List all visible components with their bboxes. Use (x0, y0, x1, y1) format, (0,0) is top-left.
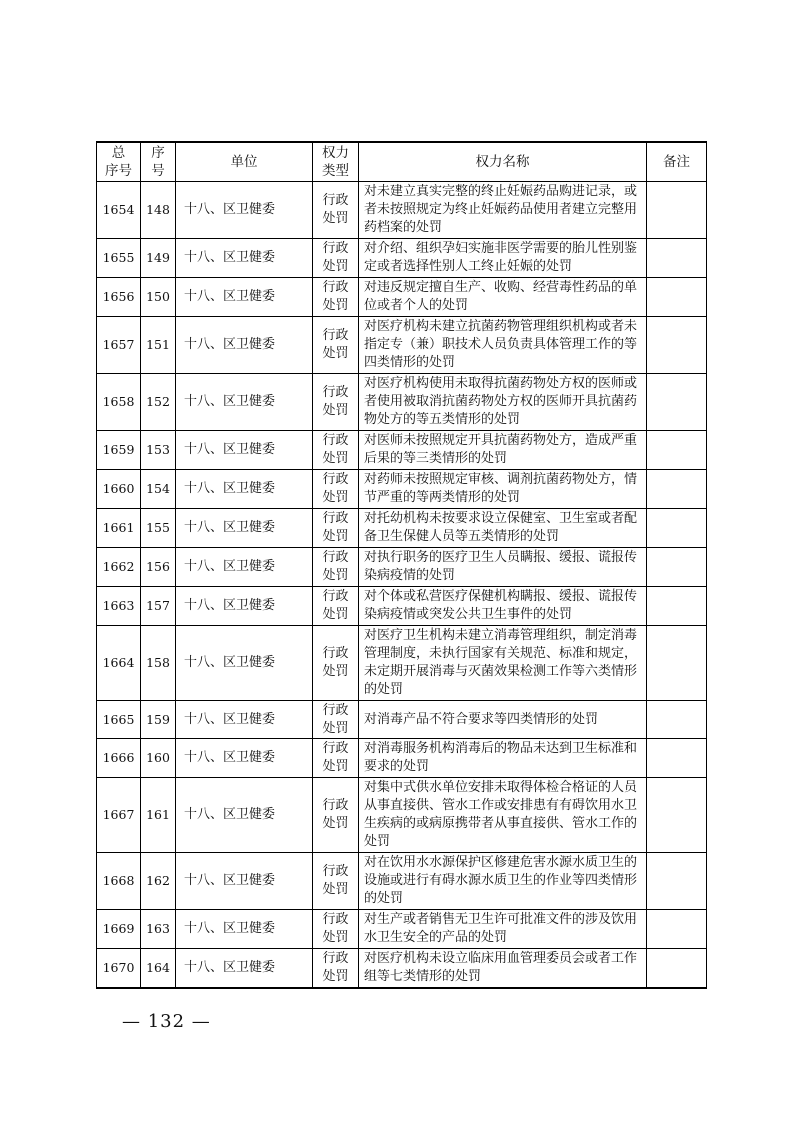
table-row (97, 182, 707, 239)
total-no-cell: 1666 (97, 739, 141, 778)
seq-no-cell: 157 (141, 587, 176, 626)
power-type-cell: 行政 处罚 (313, 587, 359, 626)
total-no-cell: 1654 (97, 182, 141, 239)
power-list-table (96, 141, 707, 989)
total-no-cell: 1667 (97, 778, 141, 853)
power-name-cell: 对集中式供水单位安排未取得体检合格证的人员从事直接供、管水工作或安排患有有碍饮用水卫生疾病的或病原携带者从事直接供、管水工作的处罚 (359, 778, 647, 853)
power-name-cell: 对消毒产品不符合要求等四类情形的处罚 (359, 701, 647, 739)
seq-no-cell: 152 (141, 374, 176, 431)
unit-cell: 十八、区卫健委 (176, 278, 313, 317)
page-number: — 132 — (122, 1011, 211, 1032)
power-type-cell: 行政 处罚 (313, 626, 359, 701)
note-cell (647, 239, 707, 278)
table-row (97, 548, 707, 587)
unit-cell: 十八、区卫健委 (176, 910, 313, 949)
note-cell (647, 853, 707, 910)
seq-no-cell: 150 (141, 278, 176, 317)
power-type-cell: 行政 处罚 (313, 548, 359, 587)
total-no-cell: 1661 (97, 509, 141, 548)
power-name-cell: 对生产或者销售无卫生许可批准文件的涉及饮用水卫生安全的产品的处罚 (359, 910, 647, 949)
unit-cell: 十八、区卫健委 (176, 701, 313, 739)
power-name-cell: 对未建立真实完整的终止妊娠药品购进记录，或者未按照规定为终止妊娠药品使用者建立完整用药档案的处罚 (359, 182, 647, 239)
power-type-cell: 行政 处罚 (313, 701, 359, 739)
table-row (97, 374, 707, 431)
note-cell (647, 470, 707, 509)
total-no-cell: 1659 (97, 431, 141, 470)
power-name-cell: 对在饮用水水源保护区修建危害水源水质卫生的设施或进行有碍水源水质卫生的作业等四类情形的处罚 (359, 853, 647, 910)
unit-cell: 十八、区卫健委 (176, 548, 313, 587)
power-type-cell: 行政 处罚 (313, 182, 359, 239)
power-name-cell: 对个体或私营医疗保健机构瞒报、缓报、谎报传染病疫情或突发公共卫生事件的处罚 (359, 587, 647, 626)
power-type-cell: 行政 处罚 (313, 853, 359, 910)
table-row (97, 239, 707, 278)
unit-cell: 十八、区卫健委 (176, 317, 313, 374)
power-type-cell: 行政 处罚 (313, 739, 359, 778)
power-name-cell: 对消毒服务机构消毒后的物品未达到卫生标准和要求的处罚 (359, 739, 647, 778)
power-type-cell: 行政 处罚 (313, 778, 359, 853)
table-row (97, 587, 707, 626)
note-cell (647, 701, 707, 739)
seq-no-cell: 156 (141, 548, 176, 587)
power-type-cell: 行政 处罚 (313, 431, 359, 470)
table-row (97, 431, 707, 470)
table-row (97, 853, 707, 910)
table-row (97, 910, 707, 949)
header-power-name: 权力名称 (359, 142, 647, 182)
note-cell (647, 626, 707, 701)
unit-cell: 十八、区卫健委 (176, 949, 313, 989)
power-name-cell: 对医疗机构使用未取得抗菌药物处方权的医师或者使用被取消抗菌药物处方权的医师开具抗菌药物处方的等五类情形的处罚 (359, 374, 647, 431)
total-no-cell: 1670 (97, 949, 141, 989)
note-cell (647, 739, 707, 778)
table-row (97, 778, 707, 853)
unit-cell: 十八、区卫健委 (176, 587, 313, 626)
power-type-cell: 行政 处罚 (313, 317, 359, 374)
table-body (97, 182, 707, 989)
note-cell (647, 778, 707, 853)
seq-no-cell: 162 (141, 853, 176, 910)
unit-cell: 十八、区卫健委 (176, 626, 313, 701)
power-name-cell: 对药师未按照规定审核、调剂抗菌药物处方，情节严重的等两类情形的处罚 (359, 470, 647, 509)
header-unit: 单位 (176, 142, 313, 182)
total-no-cell: 1669 (97, 910, 141, 949)
seq-no-cell: 158 (141, 626, 176, 701)
header-power-type: 权力 类型 (313, 142, 359, 182)
note-cell (647, 317, 707, 374)
power-type-cell: 行政 处罚 (313, 910, 359, 949)
header-note: 备注 (647, 142, 707, 182)
unit-cell: 十八、区卫健委 (176, 182, 313, 239)
note-cell (647, 509, 707, 548)
note-cell (647, 548, 707, 587)
unit-cell: 十八、区卫健委 (176, 239, 313, 278)
seq-no-cell: 148 (141, 182, 176, 239)
total-no-cell: 1657 (97, 317, 141, 374)
header-seq-no: 序 号 (141, 142, 176, 182)
table-row (97, 278, 707, 317)
power-name-cell: 对执行职务的医疗卫生人员瞒报、缓报、谎报传染病疫情的处罚 (359, 548, 647, 587)
power-name-cell: 对违反规定擅自生产、收购、经营毒性药品的单位或者个人的处罚 (359, 278, 647, 317)
total-no-cell: 1668 (97, 853, 141, 910)
power-name-cell: 对医疗卫生机构未建立消毒管理组织，制定消毒管理制度，未执行国家有关规范、标准和规定，未定期开展消毒与灭菌效果检测工作等六类情形的处罚 (359, 626, 647, 701)
unit-cell: 十八、区卫健委 (176, 509, 313, 548)
total-no-cell: 1664 (97, 626, 141, 701)
seq-no-cell: 149 (141, 239, 176, 278)
table-row (97, 626, 707, 701)
table-row (97, 739, 707, 778)
power-type-cell: 行政 处罚 (313, 239, 359, 278)
unit-cell: 十八、区卫健委 (176, 739, 313, 778)
note-cell (647, 949, 707, 989)
seq-no-cell: 155 (141, 509, 176, 548)
note-cell (647, 182, 707, 239)
table-row (97, 701, 707, 739)
table-row (97, 470, 707, 509)
unit-cell: 十八、区卫健委 (176, 431, 313, 470)
total-no-cell: 1665 (97, 701, 141, 739)
table-row (97, 509, 707, 548)
total-no-cell: 1660 (97, 470, 141, 509)
table-header-row (97, 142, 707, 182)
total-no-cell: 1656 (97, 278, 141, 317)
note-cell (647, 374, 707, 431)
unit-cell: 十八、区卫健委 (176, 778, 313, 853)
power-name-cell: 对医师未按照规定开具抗菌药物处方，造成严重后果的等三类情形的处罚 (359, 431, 647, 470)
unit-cell: 十八、区卫健委 (176, 853, 313, 910)
note-cell (647, 910, 707, 949)
power-name-cell: 对托幼机构未按要求设立保健室、卫生室或者配备卫生保健人员等五类情形的处罚 (359, 509, 647, 548)
table-row (97, 317, 707, 374)
power-type-cell: 行政 处罚 (313, 509, 359, 548)
seq-no-cell: 154 (141, 470, 176, 509)
seq-no-cell: 160 (141, 739, 176, 778)
power-name-cell: 对医疗机构未建立抗菌药物管理组织机构或者未指定专（兼）职技术人员负责具体管理工作的等四类情形的处罚 (359, 317, 647, 374)
power-type-cell: 行政 处罚 (313, 949, 359, 989)
table-row (97, 949, 707, 989)
seq-no-cell: 151 (141, 317, 176, 374)
power-type-cell: 行政 处罚 (313, 278, 359, 317)
total-no-cell: 1662 (97, 548, 141, 587)
total-no-cell: 1655 (97, 239, 141, 278)
seq-no-cell: 159 (141, 701, 176, 739)
power-type-cell: 行政 处罚 (313, 374, 359, 431)
unit-cell: 十八、区卫健委 (176, 374, 313, 431)
power-name-cell: 对医疗机构未设立临床用血管理委员会或者工作组等七类情形的处罚 (359, 949, 647, 989)
total-no-cell: 1663 (97, 587, 141, 626)
note-cell (647, 587, 707, 626)
header-total-no: 总 序号 (97, 142, 141, 182)
power-name-cell: 对介绍、组织孕妇实施非医学需要的胎儿性别鉴定或者选择性别人工终止妊娠的处罚 (359, 239, 647, 278)
seq-no-cell: 153 (141, 431, 176, 470)
note-cell (647, 431, 707, 470)
seq-no-cell: 164 (141, 949, 176, 989)
seq-no-cell: 163 (141, 910, 176, 949)
power-type-cell: 行政 处罚 (313, 470, 359, 509)
seq-no-cell: 161 (141, 778, 176, 853)
total-no-cell: 1658 (97, 374, 141, 431)
unit-cell: 十八、区卫健委 (176, 470, 313, 509)
note-cell (647, 278, 707, 317)
